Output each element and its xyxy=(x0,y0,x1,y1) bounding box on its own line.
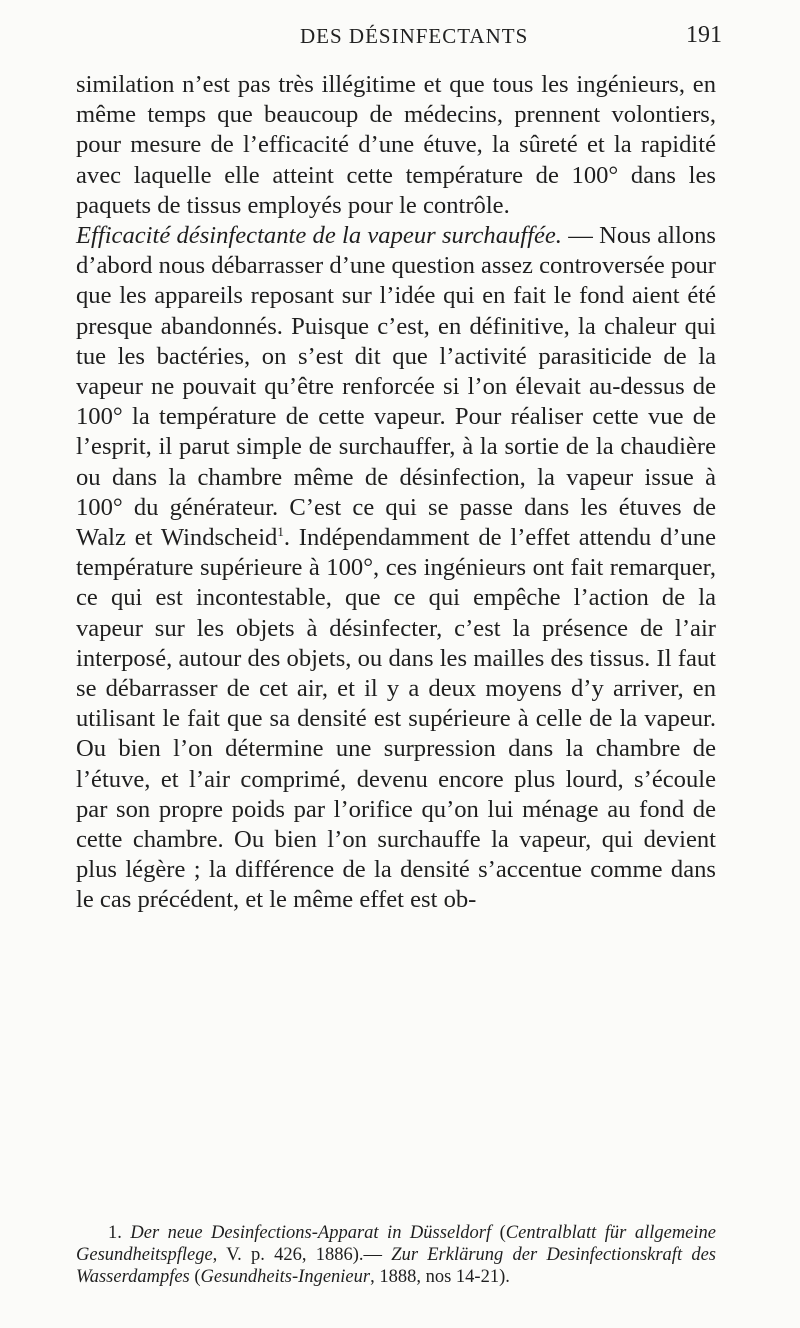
footnote-marker: 1 xyxy=(277,524,284,540)
footnote-text-2: , V. p. 426, 1886).— xyxy=(212,1245,392,1265)
footnote-text-4: , 1888, nos 14-21). xyxy=(370,1267,510,1287)
footnote-title-2: Zur Erklärung der Desinfectionskraft des Wasserdampfes xyxy=(76,1245,716,1287)
running-title: DES DÉSINFECTANTS xyxy=(300,24,529,48)
footnote-number: 1. xyxy=(108,1223,131,1243)
footnote xyxy=(76,1222,716,1288)
paragraph-2-rest: . Indépendamment de l’effet attendu d’une température supérieure à 100°, ces ingénieurs ont fait remarquer, ce qui est incontestable, que ce qui empêche l’action de la vapeur sur les objets à désinfecter, c’est la présence de l’air interposé, autour des objets, ou dans les mailles des tissus. Il faut se débarrasser de cet air, et il y a deux moyens d’y arriver, en utilisant le fait que sa densité est supérieure à celle de la vapeur. Ou bien l’on détermine une surpression dans la chambre de l’étuve, et l’air comprimé, devenu encore plus lourd, s’écoule par son propre poids par l’orifice qu’on lui ménage au fond de cette chambre. Ou bien l’on surchauffe la vapeur, qui devient plus légère ; la différence de la densité s’accentue comme dans le cas précédent, et le même effet est ob- xyxy=(76,524,716,914)
paragraph-2-lead: — Nous allons d’abord nous débarrasser d’une question assez controversée pour que les appareils reposant sur l’idée qui en fait le fond aient été presque abandonnés. Puisque c’est, en définitive, la chaleur qui tue les bactéries, on s’est dit que l’activité parasiticide de la vapeur ne pouvait qu’être renforcée si l’on élevait au-dessus de 100° la température de cette vapeur. Pour réaliser cette vue de l’esprit, il parut simple de surchauffer, à la sortie de la chaudière ou dans la chambre même de désinfection, la vapeur issue à 100° du générateur. C’est ce qui se passe dans les étuves de Walz et Windscheid xyxy=(76,222,716,552)
footnote-title-1: Der neue Desinfections-Apparat in Düsseldorf xyxy=(130,1223,492,1243)
body-text xyxy=(76,70,716,916)
page-number: 191 xyxy=(686,22,722,48)
footnote-text-1: ( xyxy=(491,1223,506,1243)
footnote-text-3: ( xyxy=(189,1267,201,1287)
footnote-journal-2: Gesundheits-Ingenieur xyxy=(200,1267,371,1287)
section-title: Efficacité désinfectante de la vapeur surchauffée. xyxy=(76,222,562,250)
paragraph-2 xyxy=(76,221,716,916)
footnote-journal-1: Centralblatt für allgemeine Gesundheitspflege xyxy=(76,1223,716,1265)
paragraph-1: similation n’est pas très illégitime et que tous les ingénieurs, en même temps que beaucoup de médecins, prennent volontiers, pour mesure de l’efficacité d’une étuve, la sûreté et la rapidité avec laquelle elle atteint cette température de 100° dans les paquets de tissus employés pour le contrôle. xyxy=(76,71,716,219)
